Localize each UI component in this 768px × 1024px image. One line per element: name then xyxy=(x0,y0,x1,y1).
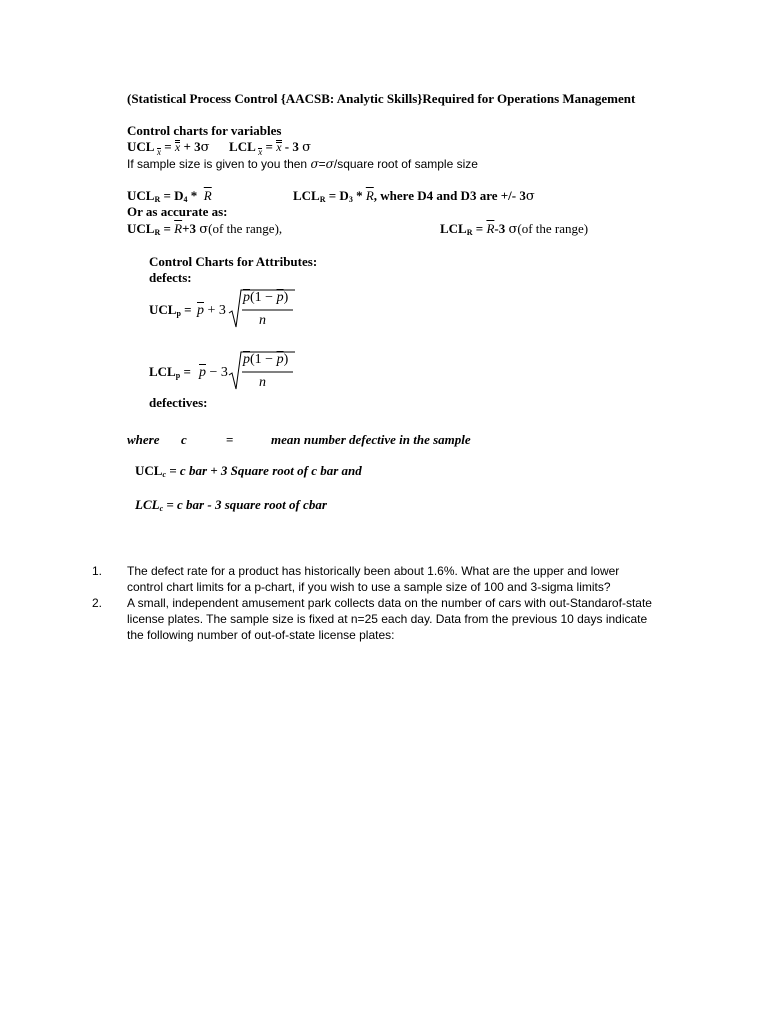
sigma-symbol: σ xyxy=(302,140,312,155)
rbar-symbol: $\overline{R}$ xyxy=(365,188,374,203)
minus3-term: − 3 xyxy=(209,365,228,380)
equals-sign: = xyxy=(164,139,172,154)
question-line: control chart limits for a p-chart, if you wish to use a sample size of 100 and 3-sigma limits? xyxy=(127,580,611,594)
uclc-text: = c bar + 3 Square root of c bar and xyxy=(169,463,362,478)
pbar-symbol: $\overline{p}$ xyxy=(276,290,284,305)
c-subscript: c xyxy=(159,504,164,513)
lclc-formula xyxy=(135,497,327,517)
lclp-label xyxy=(149,364,191,384)
lclp-text: LCL xyxy=(149,364,176,379)
of-range-text: (of the range) xyxy=(517,221,589,236)
question-line: license plates. The sample size is fixed at n=25 each day. Data from the previous 10 days indicate xyxy=(127,612,648,626)
equals-sign: = xyxy=(265,139,273,154)
uclc-formula xyxy=(135,463,362,483)
defects-label: defects: xyxy=(149,270,192,285)
lcl-r-label: LCL xyxy=(293,188,320,203)
sample-eq: = xyxy=(318,157,326,171)
question-line: A small, independent amusement park collects data on the number of cars with out-Standarof-state xyxy=(127,596,652,610)
sigma-symbol: σ xyxy=(325,157,334,171)
plus3: +3 xyxy=(182,221,197,236)
p-subscript: p xyxy=(175,371,181,380)
sigma-symbol: σ xyxy=(508,222,518,237)
xbar-symbol: x xyxy=(156,147,161,157)
equals-sign: = xyxy=(184,302,192,317)
accurate-heading: Or as accurate as: xyxy=(127,204,228,219)
equals-sign: = xyxy=(163,221,171,236)
num-rest: (1 − xyxy=(250,290,277,305)
equals-sign: = xyxy=(183,364,191,379)
c-subscript: c xyxy=(162,470,167,479)
c-equals: = xyxy=(226,432,234,447)
rbar-symbol: $\overline{R}$ xyxy=(486,221,495,236)
sigma-symbol: σ xyxy=(199,222,209,237)
multiply-sign: * xyxy=(356,188,363,203)
equals-sign: = xyxy=(475,221,484,236)
minus3: -3 xyxy=(494,221,506,236)
sample-text-2: /square root of sample size xyxy=(333,157,478,171)
p-subscript: p xyxy=(176,309,181,318)
pbar-symbol: $\overline{p}$ xyxy=(197,303,204,318)
sigma-symbol: σ xyxy=(200,140,210,155)
num-rest: (1 − xyxy=(250,352,277,367)
r-subscript: R xyxy=(154,195,161,204)
r-subscript: R xyxy=(466,228,473,237)
xbarbar-symbol: x xyxy=(174,140,181,154)
lclp-denominator: n xyxy=(259,375,266,390)
d-constants-note: , where D4 and D3 are +/- 3 xyxy=(373,188,526,203)
sample-size-note xyxy=(127,156,478,172)
where-label: where xyxy=(127,432,160,447)
pbar-symbol: $\overline{p}$ xyxy=(276,352,284,367)
uclc-label: UCL xyxy=(135,463,163,478)
lclp-numerator xyxy=(243,352,288,368)
ucl-label: UCL xyxy=(127,139,154,154)
r-subscript: R xyxy=(154,228,161,237)
ucl-r-accurate xyxy=(127,221,282,241)
of-range-text: (of the range), xyxy=(208,221,283,236)
d3-subscript: 3 xyxy=(348,195,353,204)
rbar-symbol: $\overline{R}$ xyxy=(203,188,212,203)
uclp-text: UCL xyxy=(149,302,177,317)
sigma-symbol: σ xyxy=(310,157,319,171)
ucl-r-label: UCL xyxy=(127,221,155,236)
pbar-symbol: $\overline{p}$ xyxy=(243,290,250,305)
num-close: ) xyxy=(283,352,289,367)
lcl-label: LCL xyxy=(229,139,256,154)
question-line: The defect rate for a product has historically been about 1.6%. What are the upper and lower xyxy=(127,564,620,578)
question-number: 1. xyxy=(92,564,103,578)
lcl-minus: - 3 xyxy=(284,139,299,154)
r-subscript: R xyxy=(319,195,326,204)
uclp-label xyxy=(149,302,192,322)
lcl-r-label: LCL xyxy=(440,221,467,236)
uclp-denominator: n xyxy=(259,313,266,328)
lclc-label: LCL xyxy=(135,497,160,512)
lclp-pbar-term xyxy=(199,365,228,381)
uclp-numerator xyxy=(243,290,288,306)
d4-text: = D xyxy=(163,188,184,203)
ucl-plus: + 3 xyxy=(183,139,201,154)
rbar-symbol: $\overline{R}$ xyxy=(174,221,183,236)
c-definition: mean number defective in the sample xyxy=(271,432,471,447)
lclc-text: = c bar - 3 square root of cbar xyxy=(166,497,327,512)
pbar-symbol: $\overline{p}$ xyxy=(199,365,206,380)
xbarbar-symbol: x xyxy=(276,140,282,154)
c-symbol: c xyxy=(181,432,187,447)
sigma-symbol: σ xyxy=(525,189,535,204)
defectives-label: defectives: xyxy=(149,395,208,410)
d3-text: = D xyxy=(328,188,349,203)
page-title: (Statistical Process Control {AACSB: Analytic Skills}Required for Operations Management xyxy=(127,91,636,106)
question-line: the following number of out-of-state license plates: xyxy=(127,628,395,642)
plus3-term: + 3 xyxy=(207,303,226,318)
xbar-symbol: x xyxy=(258,147,263,157)
variables-heading: Control charts for variables xyxy=(127,123,282,138)
ucl-r-label: UCL xyxy=(127,188,155,203)
lcl-r-accurate xyxy=(440,221,588,241)
lcl-r-formula xyxy=(293,188,535,208)
sample-text-1: If sample size is given to you then xyxy=(127,157,308,171)
attributes-heading: Control Charts for Attributes: xyxy=(149,254,318,269)
uclp-pbar-term xyxy=(197,303,226,319)
question-number: 2. xyxy=(92,596,103,610)
d4-subscript: 4 xyxy=(183,195,188,204)
pbar-symbol: $\overline{p}$ xyxy=(243,352,250,367)
num-close: ) xyxy=(283,290,289,305)
multiply-sign: * xyxy=(190,188,198,203)
